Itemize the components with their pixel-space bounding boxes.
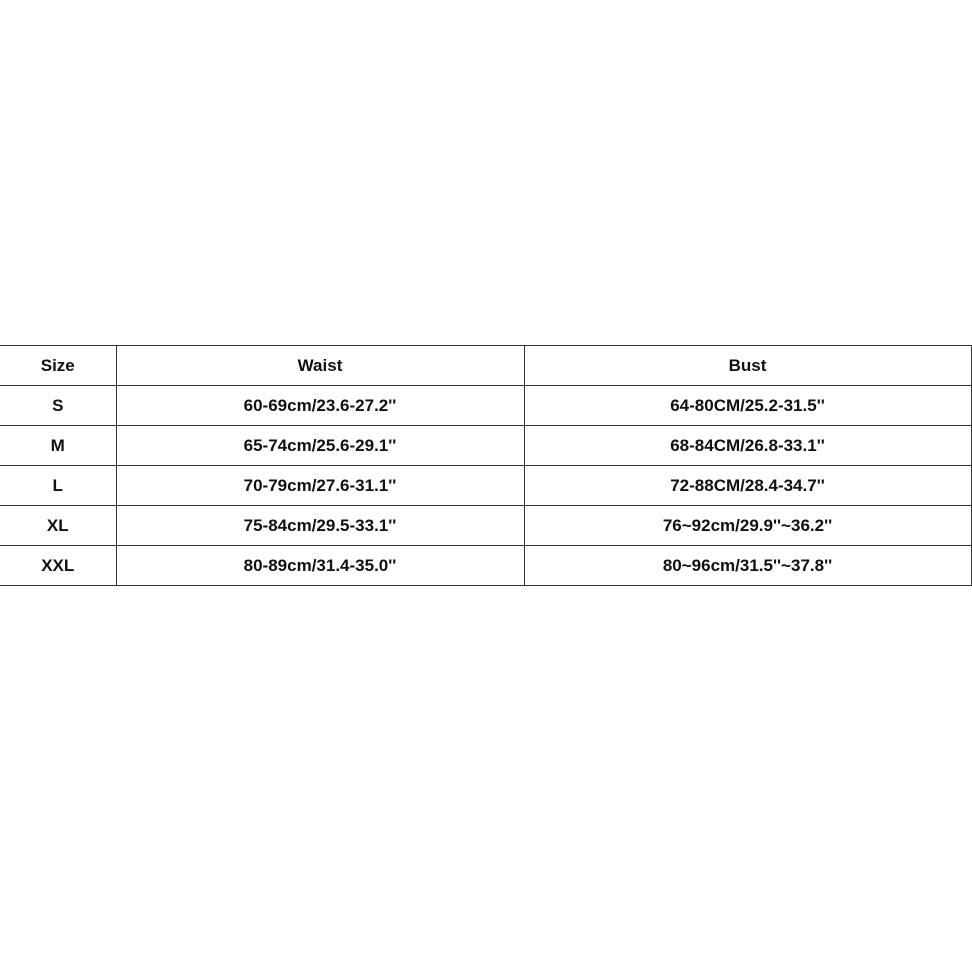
table-row [0, 466, 971, 506]
waist-cell: 60-69cm/23.6-27.2'' [116, 386, 524, 426]
size-cell: XXL [0, 546, 116, 586]
bust-cell: 64-80CM/25.2-31.5'' [524, 386, 971, 426]
waist-cell: 70-79cm/27.6-31.1'' [116, 466, 524, 506]
table-row [0, 546, 971, 586]
header-row [0, 346, 971, 386]
size-cell: S [0, 386, 116, 426]
bust-cell: 80~96cm/31.5''~37.8'' [524, 546, 971, 586]
size-cell: M [0, 426, 116, 466]
size-cell: XL [0, 506, 116, 546]
bust-cell: 68-84CM/26.8-33.1'' [524, 426, 971, 466]
column-header-waist: Waist [116, 346, 524, 386]
table-row [0, 506, 971, 546]
bust-cell: 76~92cm/29.9''~36.2'' [524, 506, 971, 546]
waist-cell: 65-74cm/25.6-29.1'' [116, 426, 524, 466]
table-row [0, 426, 971, 466]
waist-cell: 80-89cm/31.4-35.0'' [116, 546, 524, 586]
size-chart-table [0, 345, 972, 586]
column-header-size: Size [0, 346, 116, 386]
column-header-bust: Bust [524, 346, 971, 386]
bust-cell: 72-88CM/28.4-34.7'' [524, 466, 971, 506]
size-cell: L [0, 466, 116, 506]
waist-cell: 75-84cm/29.5-33.1'' [116, 506, 524, 546]
table-row [0, 386, 971, 426]
